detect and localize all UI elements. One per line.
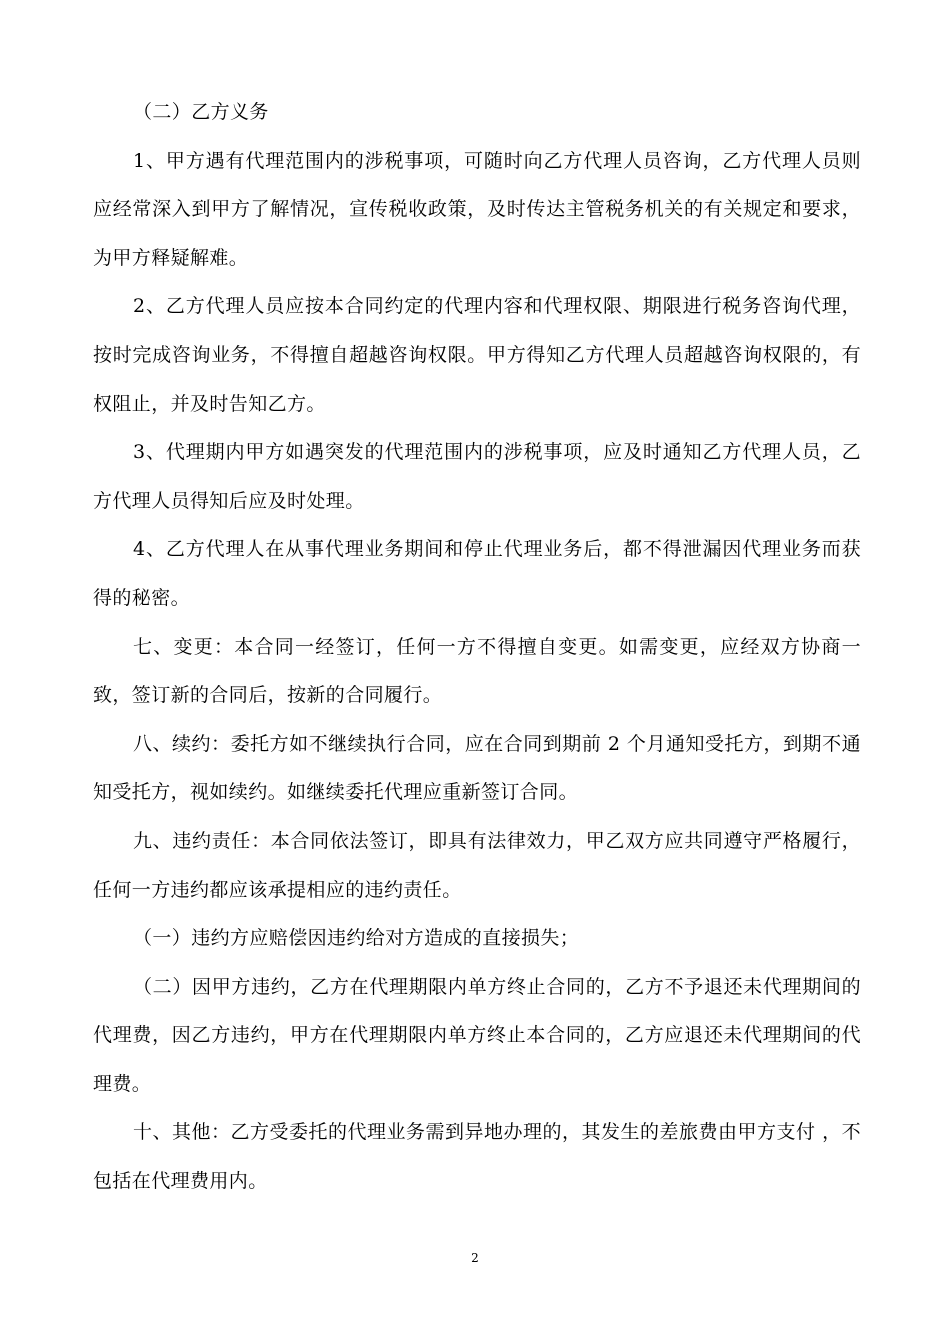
clause-3-emergency-matters: 3、代理期内甲方如遇突发的代理范围内的涉税事项，应及时通知乙方代理人员，乙方代理人员得知后应及时处理。 <box>93 441 861 512</box>
page-number: 2 <box>471 1251 479 1265</box>
clause-2-scope-limits: 2、乙方代理人员应按本合同约定的代理内容和代理权限、期限进行税务咨询代理，按时完成咨询业务，不得擅自超越咨询权限。甲方得知乙方代理人员超越咨询权限的，有权阻止，并及时告知乙方。 <box>93 295 861 415</box>
article-10-other: 十、其他：乙方受委托的代理业务需到异地办理的，其发生的差旅费由甲方支付 ，不包括在代理费用内。 <box>93 1121 861 1193</box>
clause-4-confidentiality: 4、乙方代理人在从事代理业务期间和停止代理业务后，都不得泄漏因代理业务而获得的秘密。 <box>93 538 861 609</box>
contract-body <box>93 88 861 1206</box>
breach-item-1: （一）违约方应赔偿因违约给对方造成的直接损失； <box>133 927 580 950</box>
article-9-breach-liability: 九、违约责任：本合同依法签订，即具有法律效力，甲乙双方应共同遵守严格履行，任何一方违约都应该承提相应的违约责任。 <box>93 829 861 901</box>
article-8-renewal: 八、续约：委托方如不继续执行合同，应在合同到期前 2 个月通知受托方，到期不通知受托方，视如续约。如继续委托代理应重新签订合同。 <box>93 732 861 804</box>
clause-1-consultation: 1、甲方遇有代理范围内的涉税事项，可随时向乙方代理人员咨询，乙方代理人员则应经常深入到甲方了解情况，宣传税收政策，及时传达主管税务机关的有关规定和要求，为甲方释疑解难。 <box>93 149 861 269</box>
section-heading-party-b-obligations: （二）乙方义务 <box>133 101 269 123</box>
breach-item-2: （二）因甲方违约，乙方在代理期限内单方终止合同的，乙方不予退还未代理期间的代理费，因乙方违约，甲方在代理期限内单方终止本合同的，乙方应退还未代理期间的代理费。 <box>93 975 861 1095</box>
article-7-amendment: 七、变更：本合同一经签订，任何一方不得擅自变更。如需变更，应经双方协商一致，签订新的合同后，按新的合同履行。 <box>93 635 861 707</box>
